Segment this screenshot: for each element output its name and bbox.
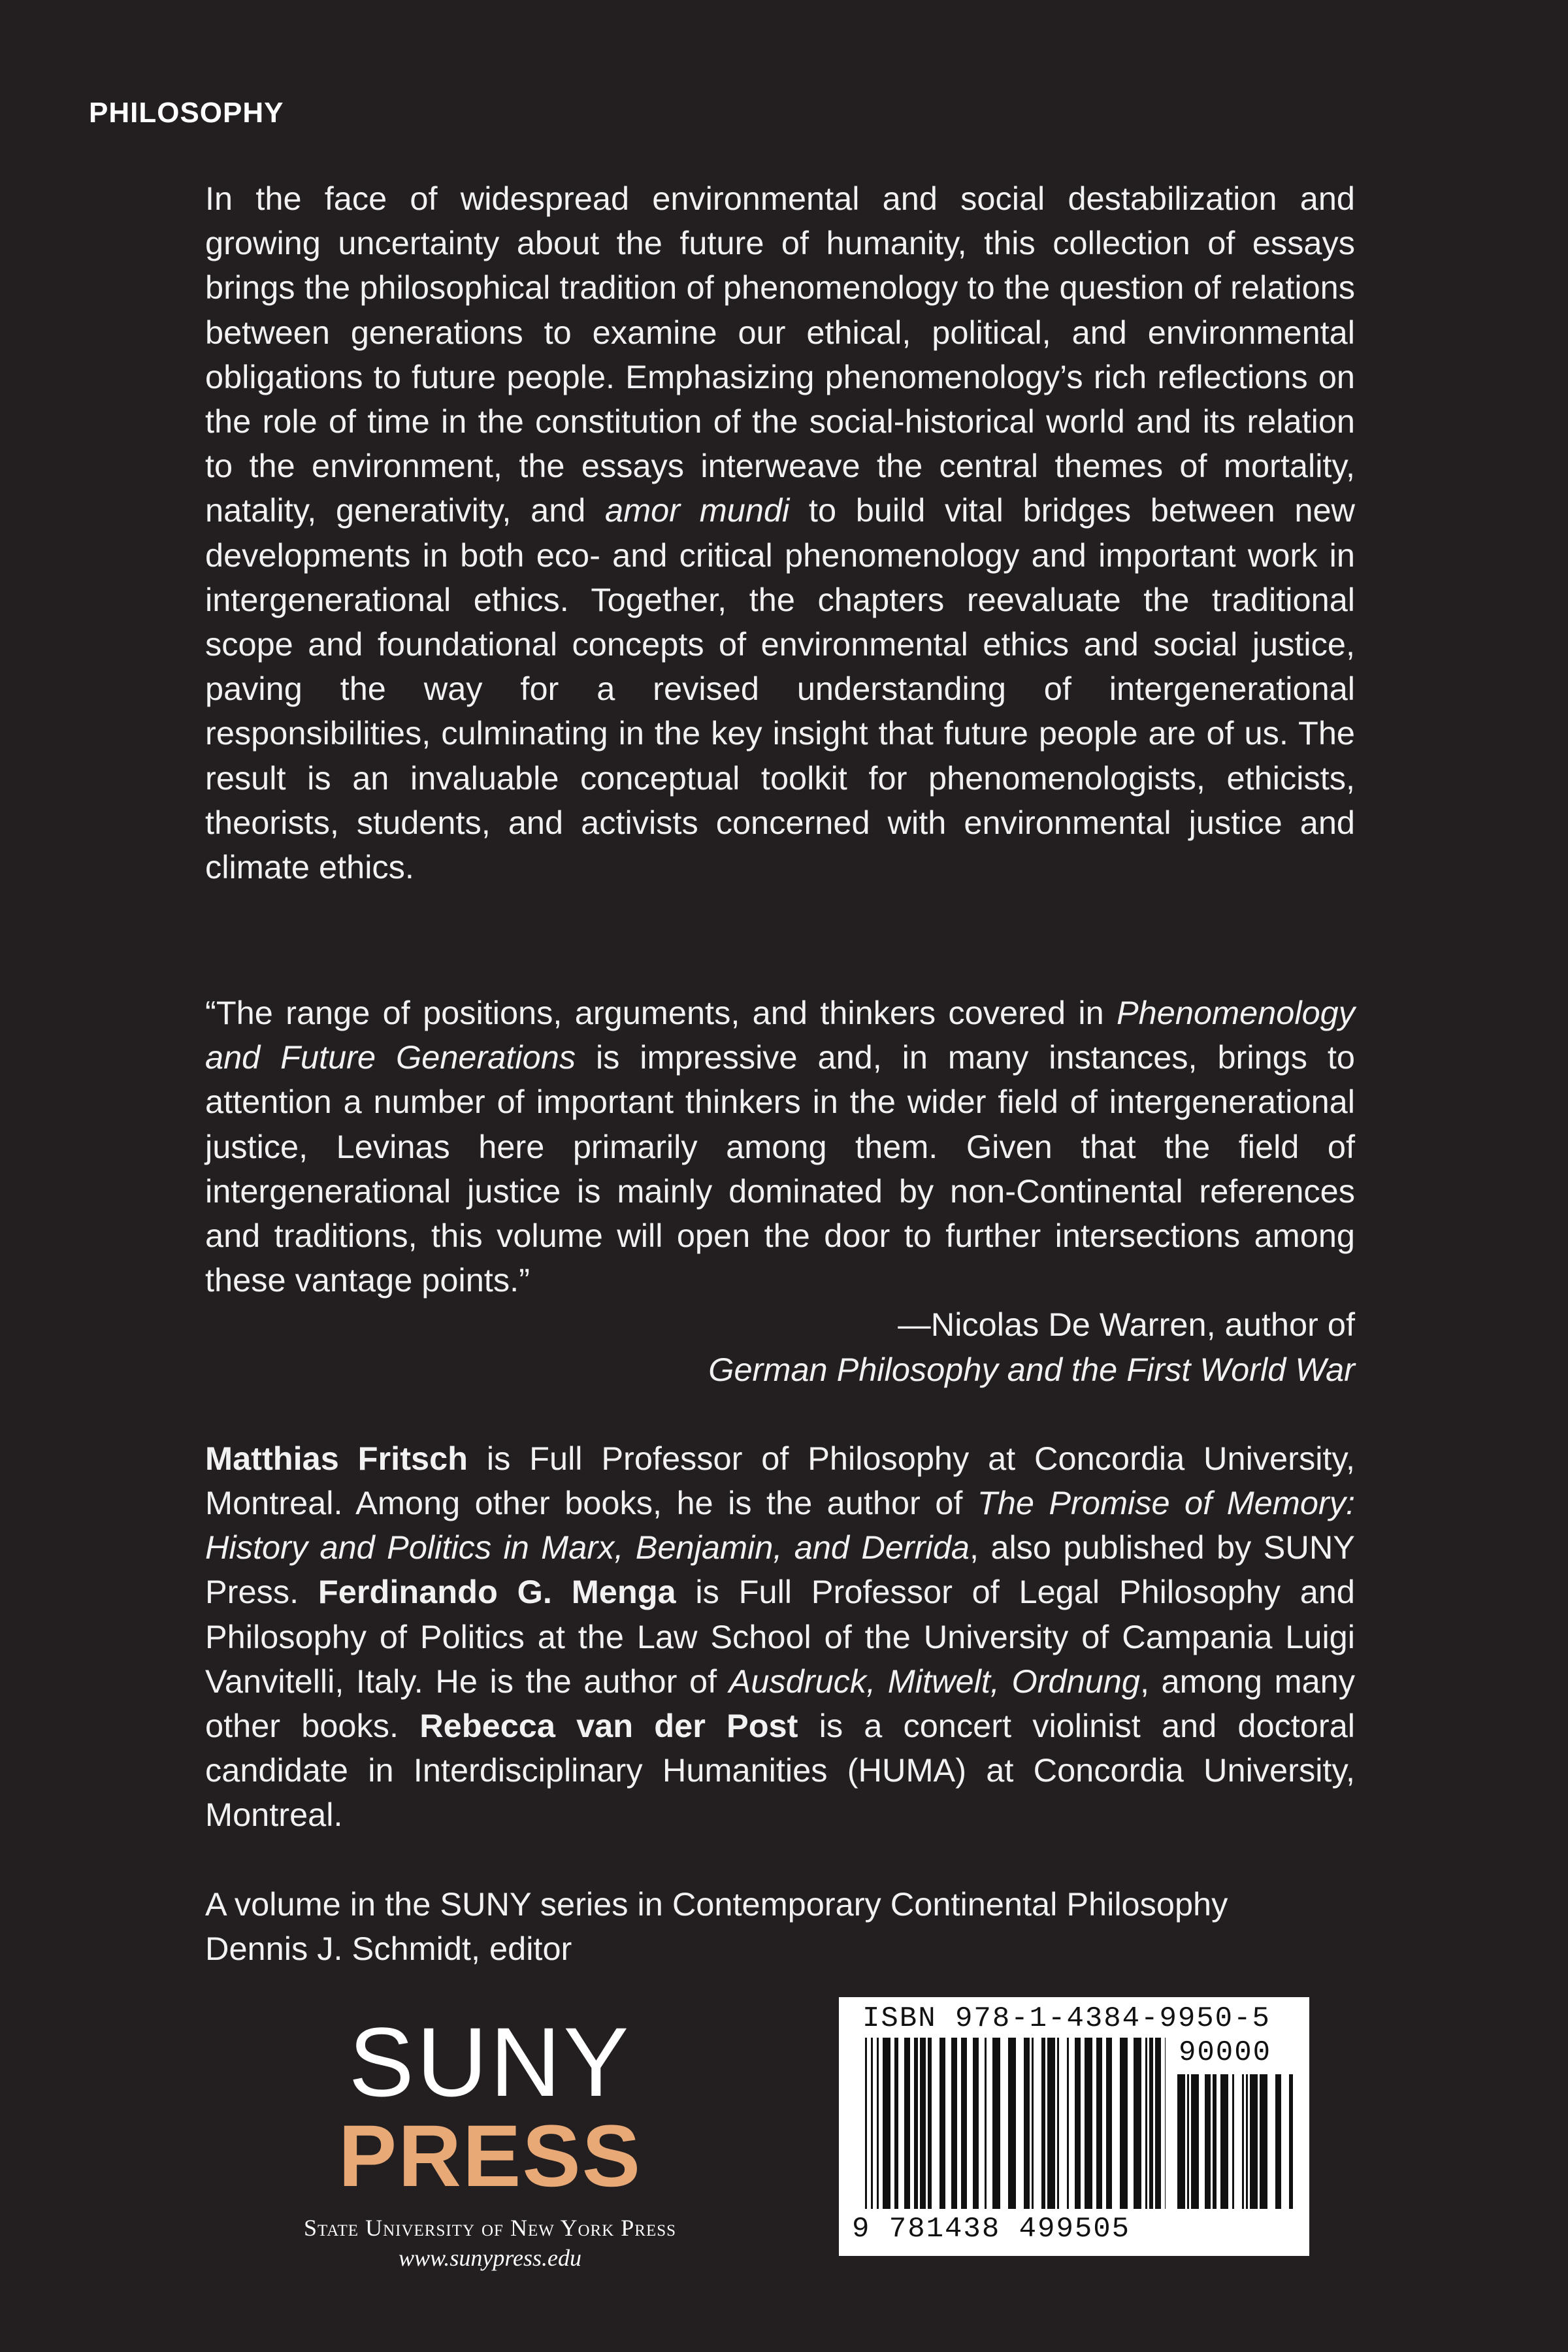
description-italic-term: amor mundi	[605, 491, 790, 529]
publisher-url: www.sunypress.edu	[398, 2245, 581, 2271]
barcode-bar	[871, 2038, 873, 2209]
series-editor: Dennis J. Schmidt, editor	[205, 1929, 572, 1967]
barcode-bar	[1075, 2038, 1081, 2209]
quote-text-2: is impressive and, in many instances, brings to attention a number of important thinkers in the wider field of intergenerational justice, Levinas here primarily among them. Given that the field of intergenerational justice is mainly dominated by non-Continental references and traditions, this volume will open the door to further intersections among these vantage points.”	[205, 1038, 1355, 1299]
barcode-bar	[1057, 2038, 1059, 2209]
bio-book-2: Ausdruck, Mitwelt, Ordnung	[728, 1662, 1140, 1700]
bio-book-1: The Promise of Memory: History and Politics in Marx, Benjamin, and Derrida	[205, 1484, 1356, 1566]
barcode-bar	[877, 2038, 879, 2209]
addon-barcode-bars	[1177, 2074, 1296, 2209]
logo-suny-text: SUNY	[348, 2007, 632, 2117]
barcode-bar	[1085, 2038, 1092, 2209]
quote-book-title: Phenomenology and Future Generations	[205, 994, 1355, 1076]
barcode-bar	[1134, 2038, 1141, 2209]
barcode-bar	[894, 2038, 898, 2209]
author-name-1: Matthias Fritsch	[205, 1439, 468, 1477]
description-text-2: to build vital bridges between new developments in both eco- and critical phenomenology and important work in intergenerational ethics. Together, the chapters reevaluate the traditional scope and foundational concepts of environmental ethics and social justice, paving the way for a revised understanding of intergenerational responsibilities, culminating in the key insight that future people are of us. The result is an invaluable conceptual toolkit for phenomenologists, ethicists, theorists, students, and activists concerned with environmental justice and climate ethics.	[205, 491, 1355, 886]
attribution-book-title: German Philosophy and the First World War	[708, 1350, 1355, 1388]
barcode-bar	[1213, 2074, 1217, 2209]
bio-text-2: , also published by SUNY Press.	[205, 1529, 1355, 1611]
barcode-bar	[1260, 2074, 1267, 2209]
endorsement-quote	[205, 991, 1355, 1392]
barcode-bar	[904, 2038, 910, 2209]
quote-text	[205, 991, 1355, 1302]
barcode-bar	[985, 2038, 987, 2209]
author-bios	[205, 1436, 1355, 1838]
bio-text-3: is Full Professor of Legal Philosophy and Philosophy of Politics at the Law School of the University of Campania Luigi Vanvitelli, Italy. He is the author of	[205, 1573, 1355, 1700]
bio-text-5: is a concert violinist and doctoral candidate in Interdisciplinary Humanities (HUMA) at Concordia University, Montreal.	[205, 1707, 1356, 1834]
quote-text-1: “The range of positions, arguments, and thinkers covered in	[205, 994, 1117, 1031]
barcode-bar	[1008, 2038, 1016, 2209]
publisher-full-name: State University of New York Press	[303, 2215, 677, 2241]
logo-press-text: PRESS	[338, 2108, 642, 2205]
barcode-bar	[1032, 2038, 1034, 2209]
barcode-bar	[1120, 2038, 1128, 2209]
barcode-bar	[951, 2038, 957, 2209]
barcode-bar	[1106, 2038, 1112, 2209]
barcode-bar	[1187, 2074, 1189, 2209]
book-description	[205, 176, 1355, 948]
quote-attribution-book	[205, 1348, 1355, 1392]
bio-text-1: is Full Professor of Philosophy at Concordia University, Montreal. Among other books, he is the author of	[205, 1439, 1355, 1522]
barcode-bar	[920, 2038, 926, 2209]
barcode-bar	[1275, 2074, 1281, 2209]
barcode-bar	[1289, 2074, 1293, 2209]
barcode-bar	[973, 2038, 979, 2209]
series-info	[205, 1882, 1355, 1971]
category-label: PHILOSOPHY	[89, 97, 284, 129]
barcode-bar	[883, 2038, 890, 2209]
barcode-bar	[1191, 2074, 1199, 2209]
barcode-bar	[928, 2038, 932, 2209]
barcode-bar	[1155, 2038, 1161, 2209]
barcode-bar	[1145, 2038, 1147, 2209]
barcode-bar	[939, 2038, 945, 2209]
barcode-bar	[1246, 2074, 1248, 2209]
barcode-bar	[1024, 2038, 1030, 2209]
ean-barcode-bars	[865, 2038, 1166, 2209]
series-line: A volume in the SUNY series in Contemporary Continental Philosophy	[205, 1885, 1228, 1923]
barcode-bar	[1177, 2074, 1185, 2209]
barcode-bar	[1250, 2074, 1258, 2209]
barcode-bar	[1242, 2074, 1244, 2209]
barcode-bar	[865, 2038, 867, 2209]
bio-text-4: , among many other books.	[205, 1662, 1355, 1745]
author-name-3: Rebecca van der Post	[419, 1707, 798, 1745]
barcode-bar	[1096, 2038, 1102, 2209]
barcode-bar	[1041, 2038, 1045, 2209]
suny-press-logo	[274, 2007, 706, 2272]
barcode-bar	[1205, 2074, 1211, 2209]
quote-attribution: —Nicolas De Warren, author of	[898, 1306, 1355, 1344]
ean-digits: 9 781438 499505	[852, 2213, 1131, 2245]
barcode-bar	[992, 2038, 1000, 2209]
barcode-bar	[914, 2038, 918, 2209]
barcode-bar	[1067, 2038, 1069, 2209]
isbn-barcode	[839, 1997, 1309, 2256]
author-name-2: Ferdinando G. Menga	[318, 1573, 676, 1611]
barcode-bar	[961, 2038, 967, 2209]
barcode-bar	[1232, 2074, 1234, 2209]
barcode-bar	[1047, 2038, 1055, 2209]
barcode-bar	[1165, 2038, 1166, 2209]
price-code: 90000	[1179, 2036, 1272, 2069]
barcode-bar	[1220, 2074, 1228, 2209]
back-cover-text	[205, 176, 1355, 1971]
description-text-1: In the face of widespread environmental and social destabilization and growing uncertainty about the future of humanity, this collection of essays brings the philosophical tradition of phenomenology to the question of relations between generations to examine our ethical, political, and environmental obligations to future people. Emphasizing phenomenology’s rich reflections on the role of time in the constitution of the social-historical world and its relation to the environment, the essays interweave the central themes of mortality, natality, generativity, and	[205, 180, 1355, 529]
isbn-label: ISBN 978-1-4384-9950-5	[862, 2002, 1271, 2035]
barcode-bar	[1149, 2038, 1153, 2209]
